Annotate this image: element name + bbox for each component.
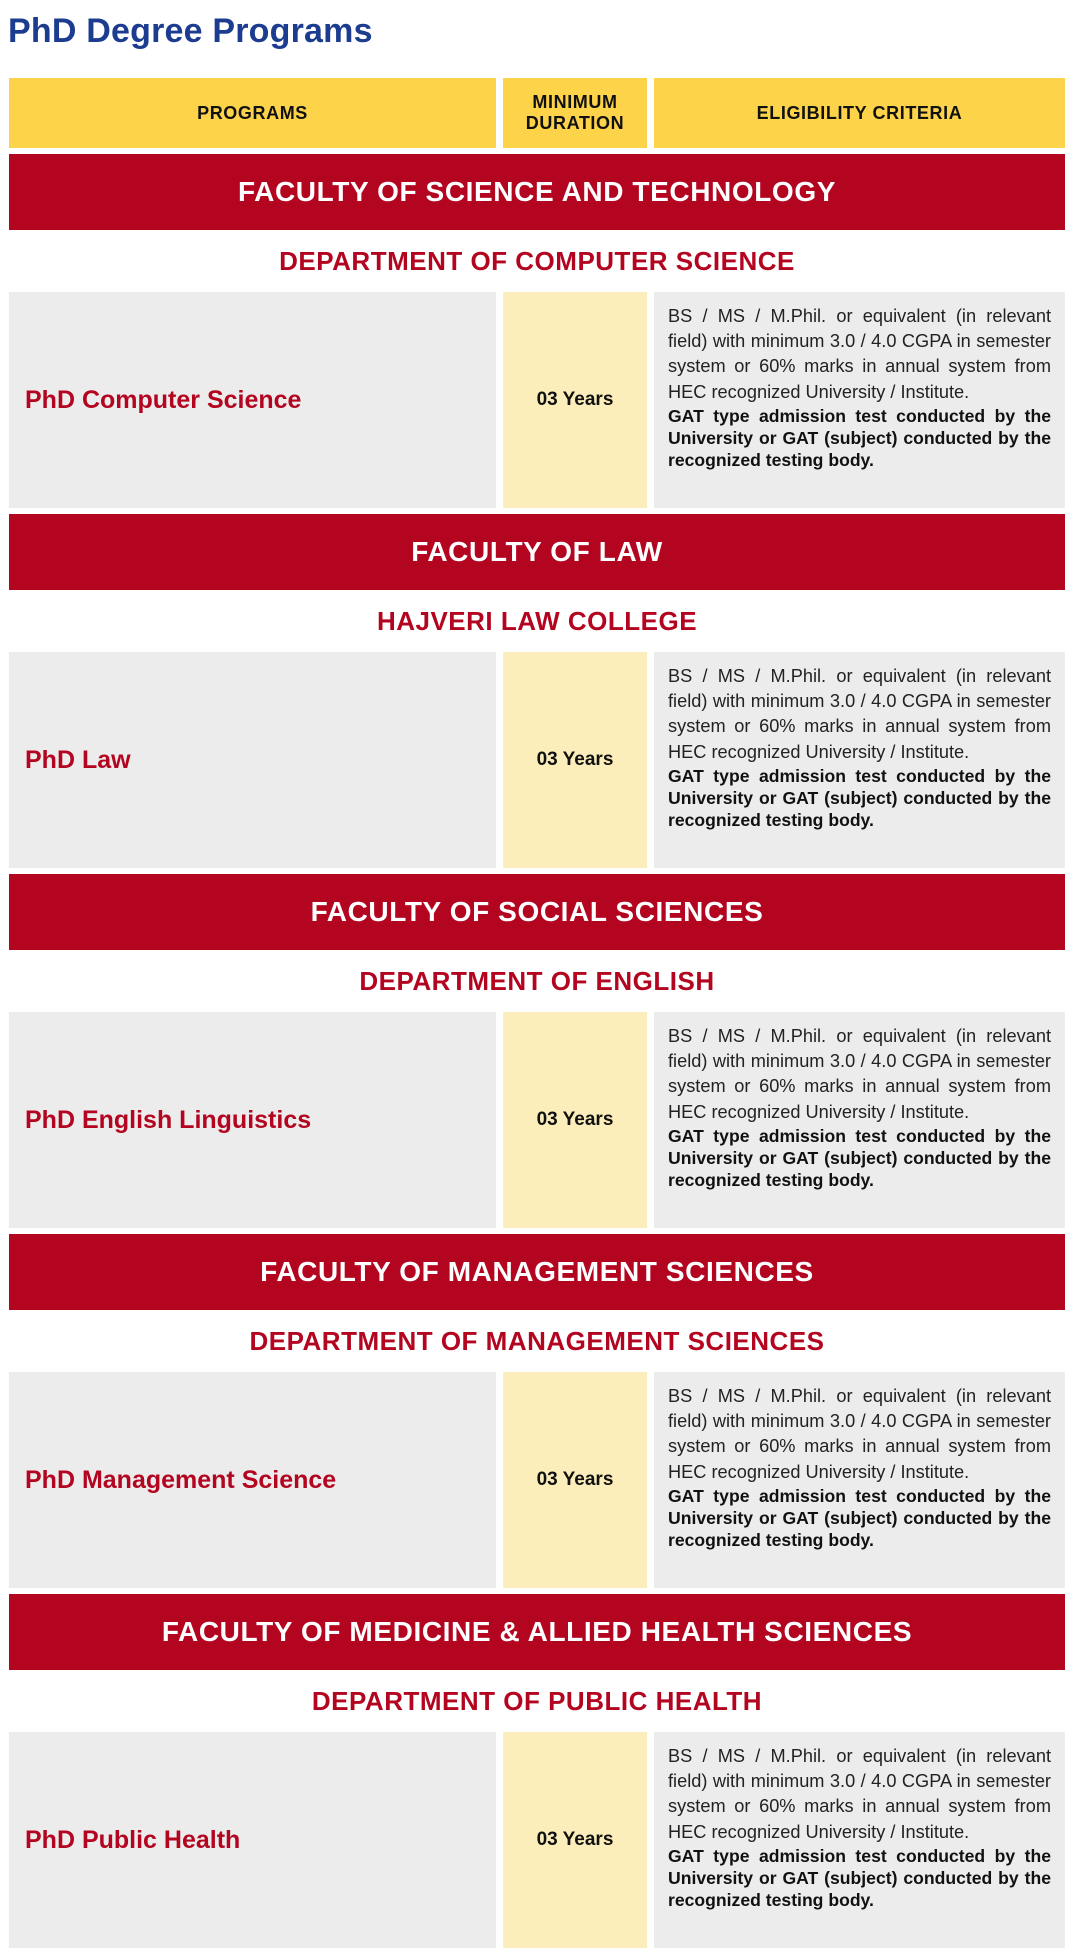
eligibility-criteria [654,1372,1065,1588]
admission-test-text: GAT type admission test conducted by the University or GAT (subject) conducted by the recognized testing body. [668,405,1051,470]
header-programs: PROGRAMS [9,78,496,148]
program-duration: 03 Years [503,292,647,508]
program-duration: 03 Years [503,1012,647,1228]
program-duration: 03 Years [503,652,647,868]
department-heading: DEPARTMENT OF ENGLISH [359,965,715,996]
header-minimum-duration: MINIMUM DURATION [503,78,647,148]
department-heading: DEPARTMENT OF PUBLIC HEALTH [311,1685,763,1716]
program-name: PhD Public Health [9,1732,496,1948]
program-name: PhD Computer Science [9,292,496,508]
program-duration: 03 Years [503,1732,647,1948]
table-row [9,292,1065,508]
eligibility-criteria [654,1732,1065,1948]
admission-test-text: GAT type admission test conducted by the University or GAT (subject) conducted by the recognized testing body. [668,1845,1051,1910]
eligibility-criteria [654,652,1065,868]
department-heading: DEPARTMENT OF COMPUTER SCIENCE [279,245,795,276]
faculty-banner: FACULTY OF LAW [9,514,1065,590]
criteria-text: BS / MS / M.Phil. or equivalent (in relevant field) with minimum 3.0 / 4.0 CGPA in semester system or 60% marks in annual system from HEC recognized University / Institute. [668,1386,1051,1482]
program-name: PhD English Linguistics [9,1012,496,1228]
criteria-text: BS / MS / M.Phil. or equivalent (in relevant field) with minimum 3.0 / 4.0 CGPA in semester system or 60% marks in annual system from HEC recognized University / Institute. [668,306,1051,402]
table-row [9,652,1065,868]
programs-table [9,78,1065,1948]
faculty-banner: FACULTY OF MEDICINE & ALLIED HEALTH SCIENCES [9,1594,1065,1670]
eligibility-criteria [654,292,1065,508]
program-name: PhD Law [9,652,496,868]
admission-test-text: GAT type admission test conducted by the University or GAT (subject) conducted by the recognized testing body. [668,1125,1051,1190]
criteria-text: BS / MS / M.Phil. or equivalent (in relevant field) with minimum 3.0 / 4.0 CGPA in semester system or 60% marks in annual system from HEC recognized University / Institute. [668,1746,1051,1842]
faculty-banner: FACULTY OF SOCIAL SCIENCES [9,874,1065,950]
admission-test-text: GAT type admission test conducted by the University or GAT (subject) conducted by the recognized testing body. [668,1485,1051,1550]
department-heading: HAJVERI LAW COLLEGE [376,605,698,636]
eligibility-criteria [654,1012,1065,1228]
table-row [9,1012,1065,1228]
program-duration: 03 Years [503,1372,647,1588]
table-row [9,1732,1065,1948]
admission-test-text: GAT type admission test conducted by the University or GAT (subject) conducted by the recognized testing body. [668,765,1051,830]
criteria-text: BS / MS / M.Phil. or equivalent (in relevant field) with minimum 3.0 / 4.0 CGPA in semester system or 60% marks in annual system from HEC recognized University / Institute. [668,1026,1051,1122]
table-row [9,1372,1065,1588]
page-title: PhD Degree Programs [8,12,373,50]
faculty-banner: FACULTY OF SCIENCE AND TECHNOLOGY [9,154,1065,230]
department-heading: DEPARTMENT OF MANAGEMENT SCIENCES [249,1325,825,1356]
table-header-row [9,78,1065,148]
header-eligibility-criteria: ELIGIBILITY CRITERIA [654,78,1065,148]
criteria-text: BS / MS / M.Phil. or equivalent (in relevant field) with minimum 3.0 / 4.0 CGPA in semester system or 60% marks in annual system from HEC recognized University / Institute. [668,666,1051,762]
faculty-banner: FACULTY OF MANAGEMENT SCIENCES [9,1234,1065,1310]
program-name: PhD Management Science [9,1372,496,1588]
